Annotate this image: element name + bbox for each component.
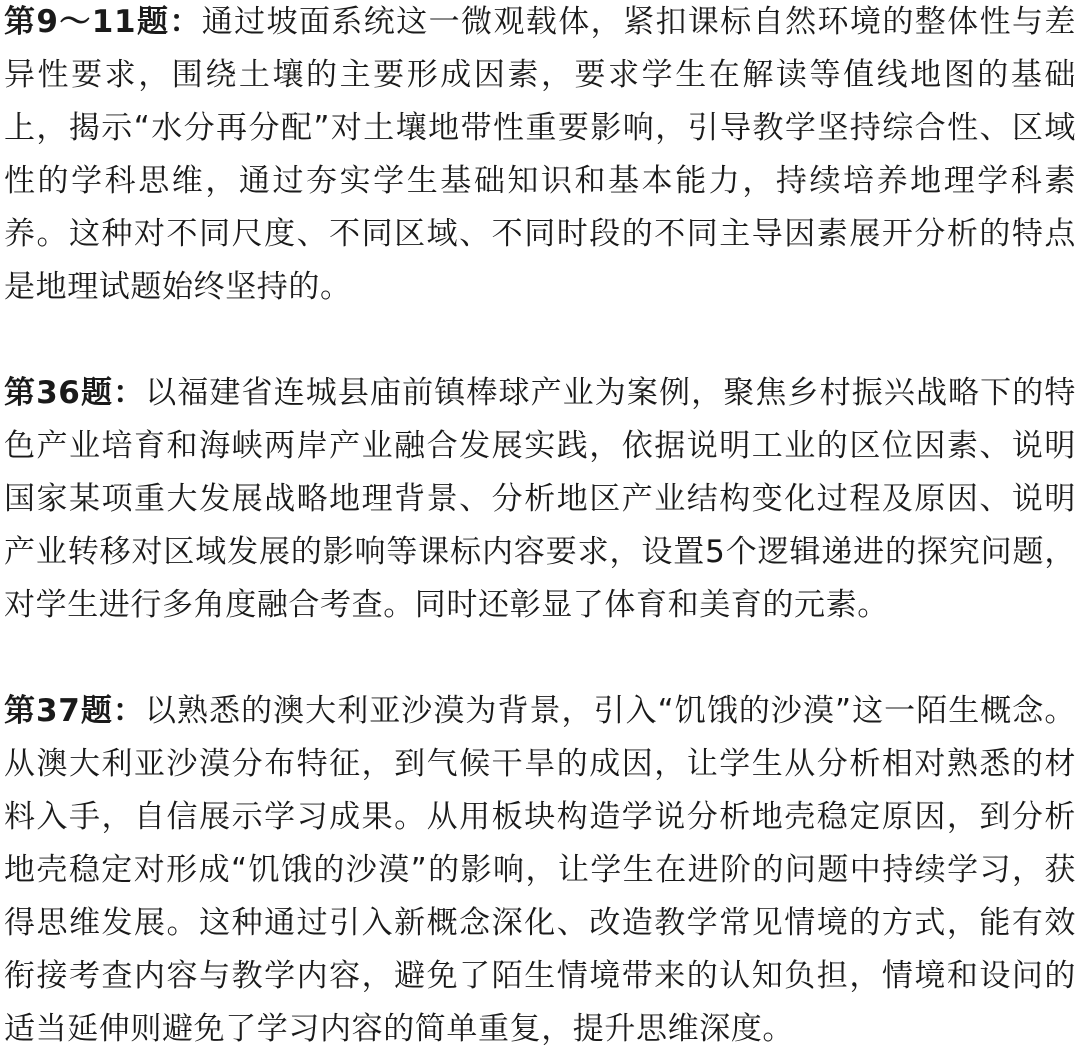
article-body: [4, 0, 1076, 1056]
paragraph-text: 以熟悉的澳大利亚沙漠为背景，引入“饥饿的沙漠”这一陌生概念。从澳大利亚沙漠分布特征，到气候干旱的成因，让学生从分析相对熟悉的材料入手，自信展示学习成果。从用板块构造学说分析地壳稳定原因，到分析地壳稳定对形成“饥饿的沙漠”的影响，让学生在进阶的问题中持续学习，获得思维发展。这种通过引入新概念深化、改造教学常见情境的方式，能有效衔接考查内容与教学内容，避免了陌生情境带来的认知负担，情境和设问的适当延伸则避免了学习内容的简单重复，提升思维深度。: [4, 693, 1077, 1047]
paragraph-label: 第9～11题：: [4, 4, 202, 40]
paragraph-text: 以福建省连城县庙前镇棒球产业为案例，聚焦乡村振兴战略下的特色产业培育和海峡两岸产业融合发展实践，依据说明工业的区位因素、说明国家某项重大发展战略地理背景、分析地区产业结构变化过程及原因、说明产业转移对区域发展的影响等课标内容要求，设置5个逻辑递进的探究问题，对学生进行多角度融合考查。同时还彰显了体育和美育的元素。: [4, 375, 1076, 623]
paragraph-text: 通过坡面系统这一微观载体，紧扣课标自然环境的整体性与差异性要求，围绕土壤的主要形成因素，要求学生在解读等值线地图的基础上，揭示“水分再分配”对土壤地带性重要影响，引导教学坚持综合性、区域性的学科思维，通过夯实学生基础知识和基本能力，持续培养地理学科素养。这种对不同尺度、不同区域、不同时段的不同主导因素展开分析的特点是地理试题始终坚持的。: [4, 4, 1076, 305]
paragraph-label: 第36题：: [4, 375, 146, 411]
paragraph-label: 第37题：: [4, 693, 145, 729]
paragraph-question-36: [4, 367, 1076, 632]
paragraph-question-37: [4, 685, 1076, 1056]
paragraph-questions-9-11: [4, 0, 1076, 314]
